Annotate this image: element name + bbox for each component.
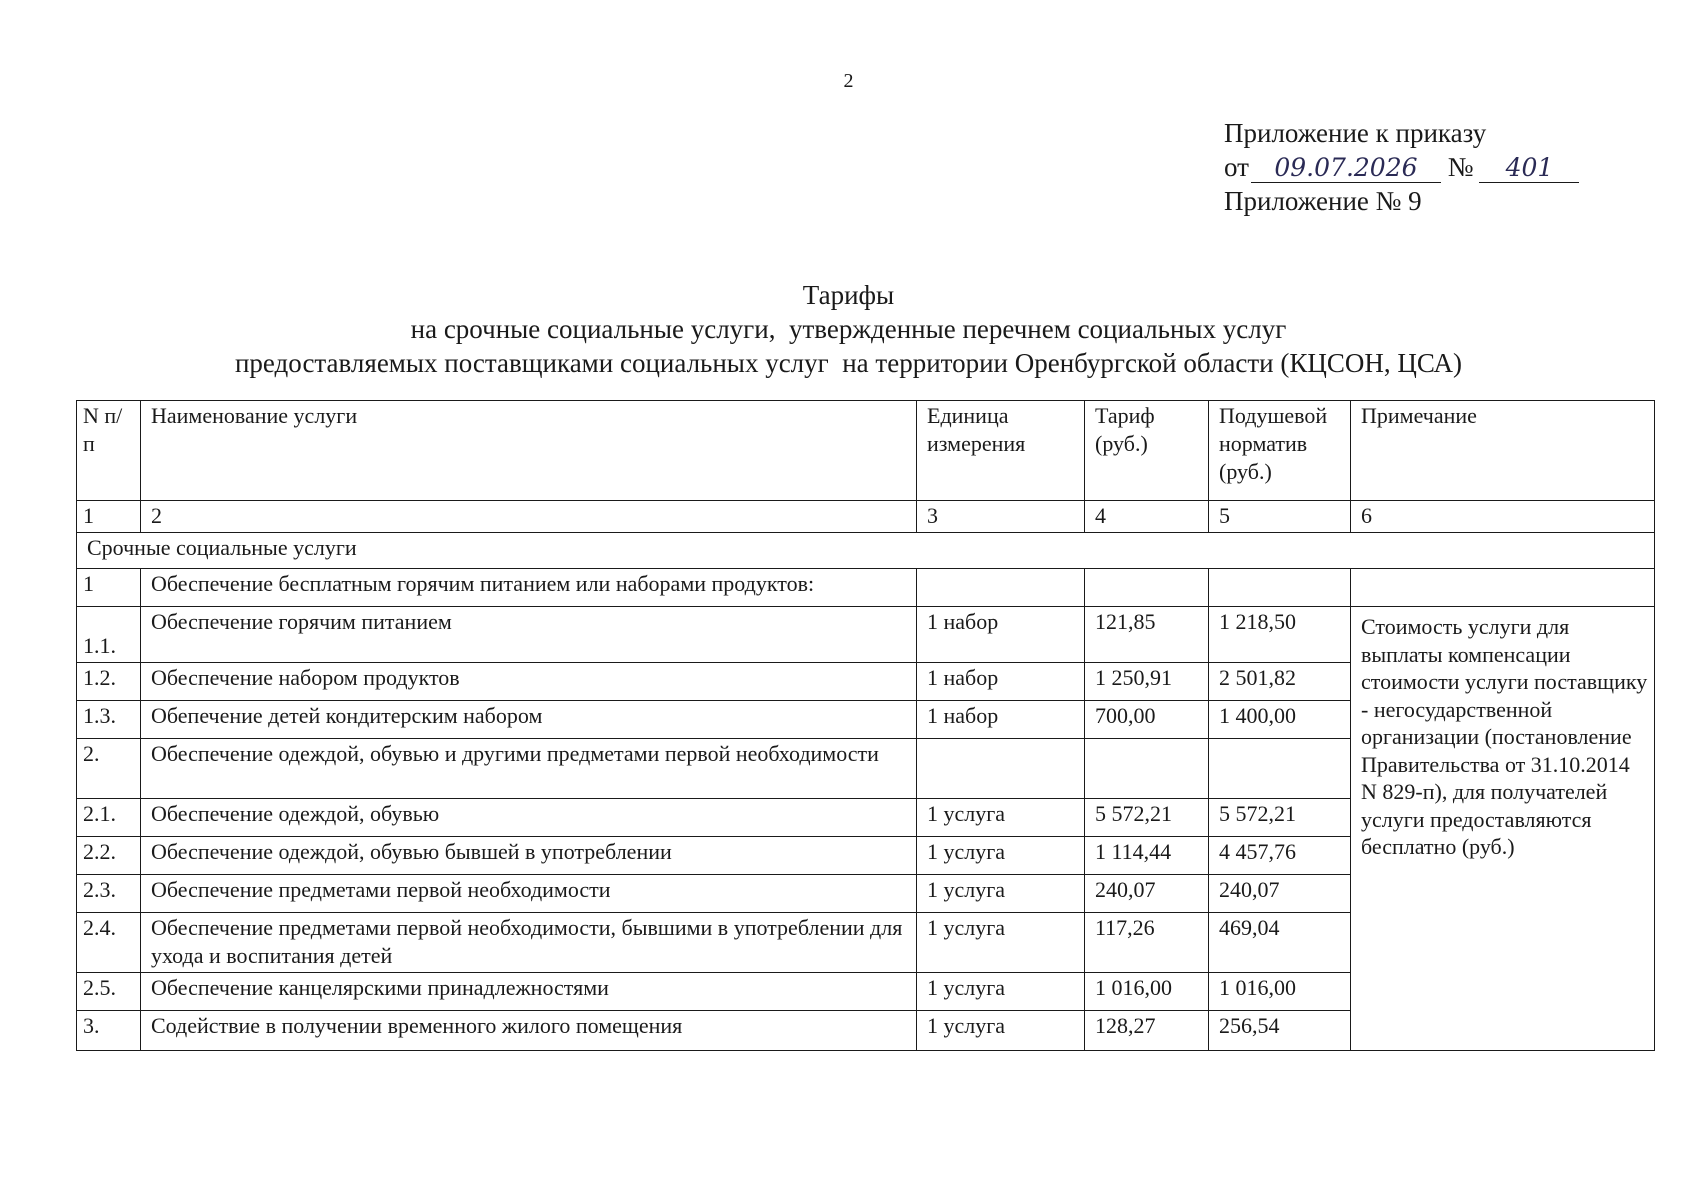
- row-unit: 1 услуга: [917, 837, 1085, 875]
- row-note-empty: [1351, 569, 1655, 607]
- row-unit: 1 услуга: [917, 1011, 1085, 1051]
- tariffs-table: [76, 400, 1655, 1051]
- row-unit: 1 набор: [917, 701, 1085, 739]
- row-unit: 1 набор: [917, 663, 1085, 701]
- row-tariff: 1 114,44: [1085, 837, 1209, 875]
- row-unit: 1 услуга: [917, 913, 1085, 973]
- index-cell: 5: [1209, 501, 1351, 533]
- row-name: Обеспечение одеждой, обувью бывшей в употреблении: [141, 837, 917, 875]
- row-norm: 469,04: [1209, 913, 1351, 973]
- row-tariff: [1085, 569, 1209, 607]
- row-num: 2.1.: [77, 799, 141, 837]
- row-num: 2.5.: [77, 973, 141, 1011]
- table-row: [77, 607, 1655, 663]
- row-tariff: 240,07: [1085, 875, 1209, 913]
- row-name: Обепечение детей кондитерским набором: [141, 701, 917, 739]
- row-num: 2.: [77, 739, 141, 799]
- row-name: Обеспечение канцелярскими принадлежностями: [141, 973, 917, 1011]
- section-title: Срочные социальные услуги: [77, 533, 1655, 569]
- index-cell: 3: [917, 501, 1085, 533]
- date-prefix: от: [1224, 152, 1249, 182]
- appendix-line-1: Приложение к приказу: [1224, 118, 1487, 148]
- row-unit: 1 услуга: [917, 973, 1085, 1011]
- index-cell: 4: [1085, 501, 1209, 533]
- appendix-block: [1224, 116, 1579, 218]
- row-num: 1.2.: [77, 663, 141, 701]
- index-cell: 1: [77, 501, 141, 533]
- row-norm: 1 400,00: [1209, 701, 1351, 739]
- row-norm: 5 572,21: [1209, 799, 1351, 837]
- row-unit: 1 набор: [917, 607, 1085, 663]
- table-row: [77, 569, 1655, 607]
- row-norm: 1 016,00: [1209, 973, 1351, 1011]
- title-line-3: предоставляемых поставщиками социальных услуг на территории Оренбургской области (КЦСОН, ЦСА): [234, 348, 1463, 378]
- row-name: Обеспечение бесплатным горячим питанием или наборами продуктов:: [141, 569, 917, 607]
- appendix-line-3: Приложение № 9: [1224, 186, 1422, 216]
- row-tariff: 128,27: [1085, 1011, 1209, 1051]
- row-norm: [1209, 569, 1351, 607]
- order-date: 09.07.2026: [1251, 154, 1441, 183]
- appendix-line-2: [1224, 150, 1579, 184]
- row-norm: 240,07: [1209, 875, 1351, 913]
- header-num: N п/п: [77, 401, 141, 501]
- row-unit: [917, 739, 1085, 799]
- row-name: Обеспечение предметами первой необходимости: [141, 875, 917, 913]
- row-num: 1.1.: [77, 607, 141, 663]
- index-cell: 6: [1351, 501, 1655, 533]
- row-name: Обеспечение предметами первой необходимости, бывшими в употреблении для ухода и воспитания детей: [141, 913, 917, 973]
- title-line-2: на срочные социальные услуги, утвержденные перечнем социальных услуг: [410, 314, 1287, 344]
- header-unit: Единица измерения: [917, 401, 1085, 501]
- row-name: Обеспечение горячим питанием: [141, 607, 917, 663]
- row-unit: [917, 569, 1085, 607]
- section-row: [77, 533, 1655, 569]
- header-tariff: Тариф (руб.): [1085, 401, 1209, 501]
- row-num: 2.4.: [77, 913, 141, 973]
- row-norm: 4 457,76: [1209, 837, 1351, 875]
- row-tariff: 1 250,91: [1085, 663, 1209, 701]
- header-name: Наименование услуги: [141, 401, 917, 501]
- table-header-row: [77, 401, 1655, 501]
- header-norm: Подушевой норматив (руб.): [1209, 401, 1351, 501]
- number-prefix: №: [1447, 152, 1474, 182]
- index-cell: 2: [141, 501, 917, 533]
- header-note: Примечание: [1351, 401, 1655, 501]
- row-unit: 1 услуга: [917, 875, 1085, 913]
- row-unit: 1 услуга: [917, 799, 1085, 837]
- row-tariff: 1 016,00: [1085, 973, 1209, 1011]
- note-cell: Стоимость услуги для выплаты компенсации стоимости услуги поставщику - негосударственной организации (постановление Правительства от 31.10.2014 N 829-п), для получателей услуги предоставляются бесплатно (руб.): [1351, 607, 1655, 1051]
- document-title: [0, 278, 1697, 380]
- row-tariff: [1085, 739, 1209, 799]
- row-num: 1.3.: [77, 701, 141, 739]
- row-norm: [1209, 739, 1351, 799]
- row-name: Обеспечение одеждой, обувью и другими предметами первой необходимости: [141, 739, 917, 799]
- row-tariff: 117,26: [1085, 913, 1209, 973]
- page-number: 2: [843, 70, 854, 92]
- row-tariff: 121,85: [1085, 607, 1209, 663]
- row-norm: 2 501,82: [1209, 663, 1351, 701]
- order-number: 401: [1479, 154, 1579, 183]
- row-name: Обеспечение одеждой, обувью: [141, 799, 917, 837]
- row-num: 2.2.: [77, 837, 141, 875]
- column-index-row: [77, 501, 1655, 533]
- row-num: 2.3.: [77, 875, 141, 913]
- row-name: Обеспечение набором продуктов: [141, 663, 917, 701]
- title-line-1: Тарифы: [802, 280, 895, 310]
- row-name: Содействие в получении временного жилого помещения: [141, 1011, 917, 1051]
- row-tariff: 700,00: [1085, 701, 1209, 739]
- row-tariff: 5 572,21: [1085, 799, 1209, 837]
- row-norm: 256,54: [1209, 1011, 1351, 1051]
- row-num: 3.: [77, 1011, 141, 1051]
- row-num: 1: [77, 569, 141, 607]
- row-norm: 1 218,50: [1209, 607, 1351, 663]
